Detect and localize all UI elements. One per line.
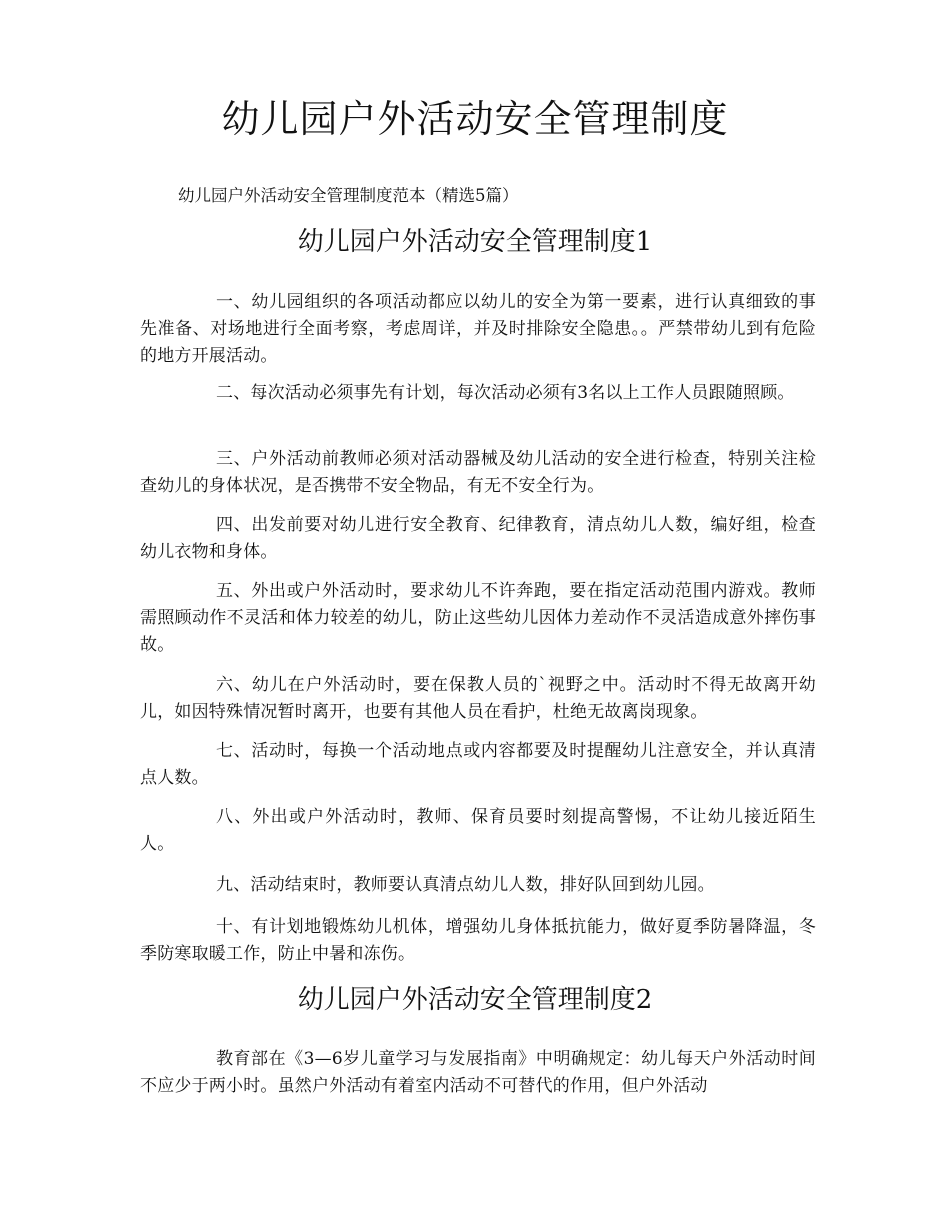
- paragraph: 三、户外活动前教师必须对活动器械及幼儿活动的安全进行检查，特别关注检查幼儿的身体状况，是否携带不安全物品，有无不安全行为。: [140, 449, 816, 496]
- section-heading-1: 幼儿园户外活动安全管理制度1: [297, 227, 653, 257]
- paragraph: 九、活动结束时，教师要认真清点幼儿人数，排好队回到幼儿园。: [216, 875, 715, 895]
- paragraph: 五、外出或户外活动时，要求幼儿不许奔跑，要在指定活动范围内游戏。教师需照顾动作不灵活和体力较差的幼儿，防止这些幼儿因体力差动作不灵活造成意外摔伤事故。: [140, 581, 816, 655]
- document-subtitle: 幼儿园户外活动安全管理制度范本（精选5篇）: [178, 186, 519, 205]
- paragraph: 七、活动时，每换一个活动地点或内容都要及时提醒幼儿注意安全，并认真清点人数。: [140, 741, 816, 788]
- paragraph: 十、有计划地锻炼幼儿机体，增强幼儿身体抵抗能力，做好夏季防暑降温，冬季防寒取暖工作，防止中暑和冻伤。: [140, 917, 816, 964]
- paragraph: 四、出发前要对幼儿进行安全教育、纪律教育，清点幼儿人数，编好组，检查幼儿衣物和身体。: [140, 515, 816, 562]
- paragraph: 二、每次活动必须事先有计划，每次活动必须有3名以上工作人员跟随照顾。: [216, 383, 795, 403]
- section-heading-2: 幼儿园户外活动安全管理制度2: [297, 985, 653, 1015]
- document-title: 幼儿园户外活动安全管理制度: [221, 97, 729, 141]
- paragraph: 教育部在《3—6岁儿童学习与发展指南》中明确规定：幼儿每天户外活动时间不应少于两小时。虽然户外活动有着室内活动不可替代的作用，但户外活动: [140, 1049, 816, 1096]
- paragraph: 八、外出或户外活动时，教师、保育员要时刻提高警惕，不让幼儿接近陌生人。: [140, 807, 816, 854]
- paragraph: 一、幼儿园组织的各项活动都应以幼儿的安全为第一要素，进行认真细致的事先准备、对场地进行全面考察，考虑周详，并及时排除安全隐患。。严禁带幼儿到有危险的地方开展活动。: [140, 292, 816, 366]
- paragraph: 六、幼儿在户外活动时，要在保教人员的`视野之中。活动时不得无故离开幼儿，如因特殊情况暂时离开，也要有其他人员在看护，杜绝无故离岗现象。: [140, 675, 816, 722]
